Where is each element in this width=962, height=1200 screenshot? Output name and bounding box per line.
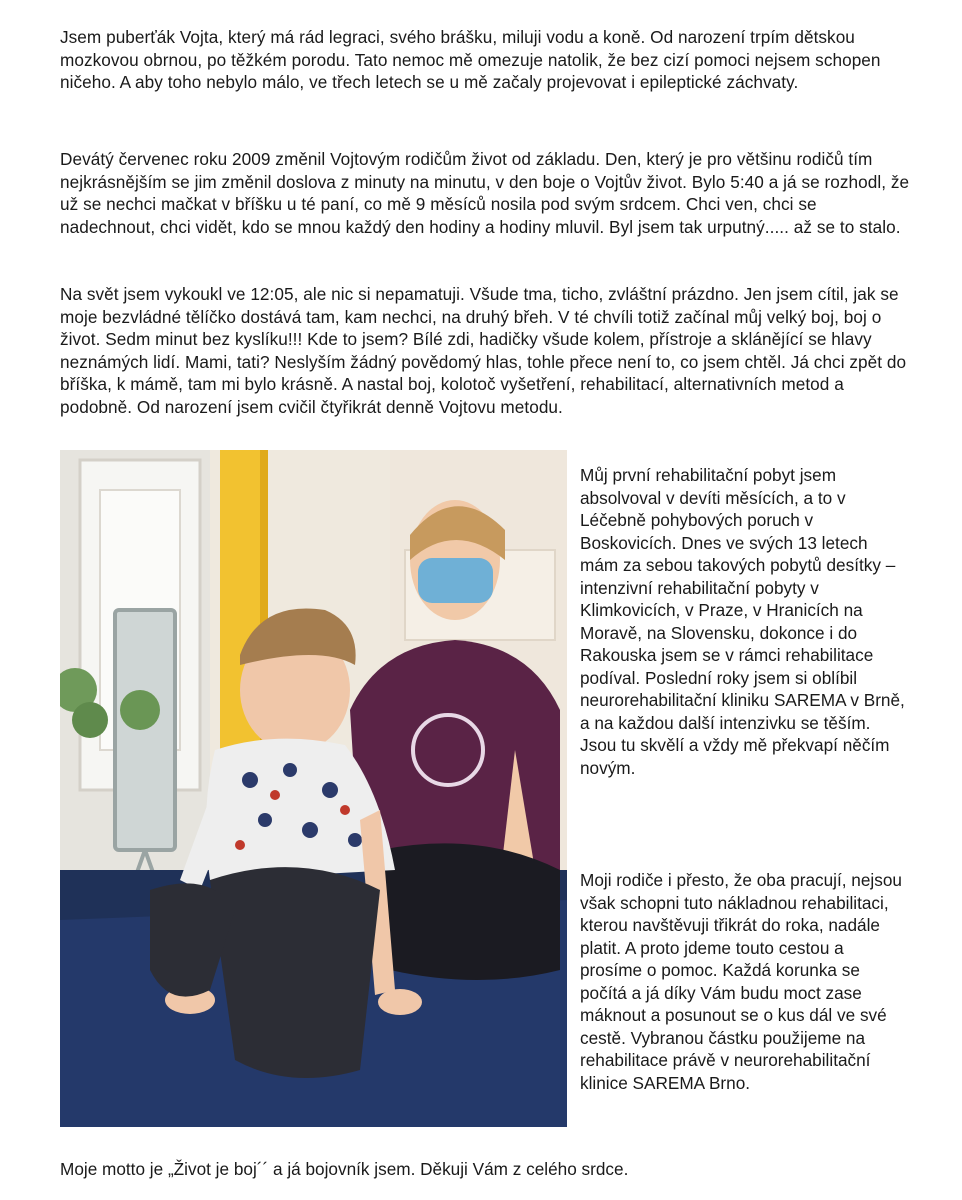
motto-line: Moje motto je „Život je boj´´ a já bojovník jsem. Děkuji Vám z celého srdce. (60, 1159, 629, 1179)
intro-paragraph: Jsem puberťák Vojta, který má rád legraci, svého brášku, miluji vodu a koně. Od narození trpím dětskou mozkovou obrnou, po těžkém porodu. Tato nemoc mě omezuje natolik, že bez cizí pomoci nejsem schopen ničeho. A aby toho nebylo málo, ve třech letech se u mě začaly projevovat i epileptické záchvaty. (60, 27, 881, 92)
birth-day-paragraph: Devátý červenec roku 2009 změnil Vojtovým rodičům život od základu. Den, který je pro většinu rodičů tím nejkrásnějším se jim změnil doslova z minuty na minutu, v den boje o Vojtův život. Bylo 5:40 a já se rozhodl, že už se nechci mačkat v bříšku u té paní, co mě 9 měsíců nosila pod svým srdcem. Chci ven, chci se nadechnout, chci vidět, kdo se mnou každý den hodiny a hodiny mluvil. Byl jsem tak urputný..... až se to stalo. (60, 149, 910, 237)
birth-story-paragraph: Na svět jsem vykoukl ve 12:05, ale nic si nepamatuji. Všude tma, ticho, zvláštní prázdno. Jen jsem cítil, jak se moje bezvládné tělíčko dostává tam, kam nechci, na druhý břeh. V té chvíli totiž začínal můj velký boj, boj o život. Sedm minut bez kyslíku!!! Kde to jsem? Bílé zdi, hadičky všude kolem, přístroje a sklánějící se hlavy neznámých lidí. Mami, tati? Neslyším žádný povědomý hlas, tohle přece není to, co jsem chtěl. Já chci zpět do bříška, k mámě, tam mi bylo krásně. A nastal boj, kolotoč vyšetření, rehabilitací, alternativních metod a podobně. Od narození jsem cvičil čtyřikrát denně Vojtovu metodu. (60, 284, 907, 417)
rehabilitation-photo (60, 450, 567, 1127)
rehab-history-paragraph: Můj první rehabilitační pobyt jsem absolvoval v devíti měsících, a to v Léčebně pohybových poruch v Boskovicích. Dnes ve svých 13 letech mám za sebou takových pobytů desítky – intenzivní rehabilitační pobyty v Klimkovicích, v Praze, v Hranicích na Moravě, na Slovensku, dokonce i do Rakouska jsem se v rámci rehabilitace podíval. Poslední roky jsem si oblíbil neurorehabilitační kliniku SAREMA v Brně, a na každou další intenzivku se těším. Jsou tu skvělí a vždy mě překvapí něčím novým. (580, 465, 905, 778)
donation-request-paragraph: Moji rodiče i přesto, že oba pracují, nejsou však schopni tuto nákladnou rehabilitaci, kterou navštěvuji třikrát do roka, nadále platit. A proto jdeme touto cestou a prosíme o pomoc. Každá korunka se počítá a já díky Vám budu moct zase máknout a posunout se o kus dál ve své cestě. Vybranou částku použijeme na rehabilitace právě v neurorehabilitační klinice SAREMA Brno. (580, 870, 902, 1093)
